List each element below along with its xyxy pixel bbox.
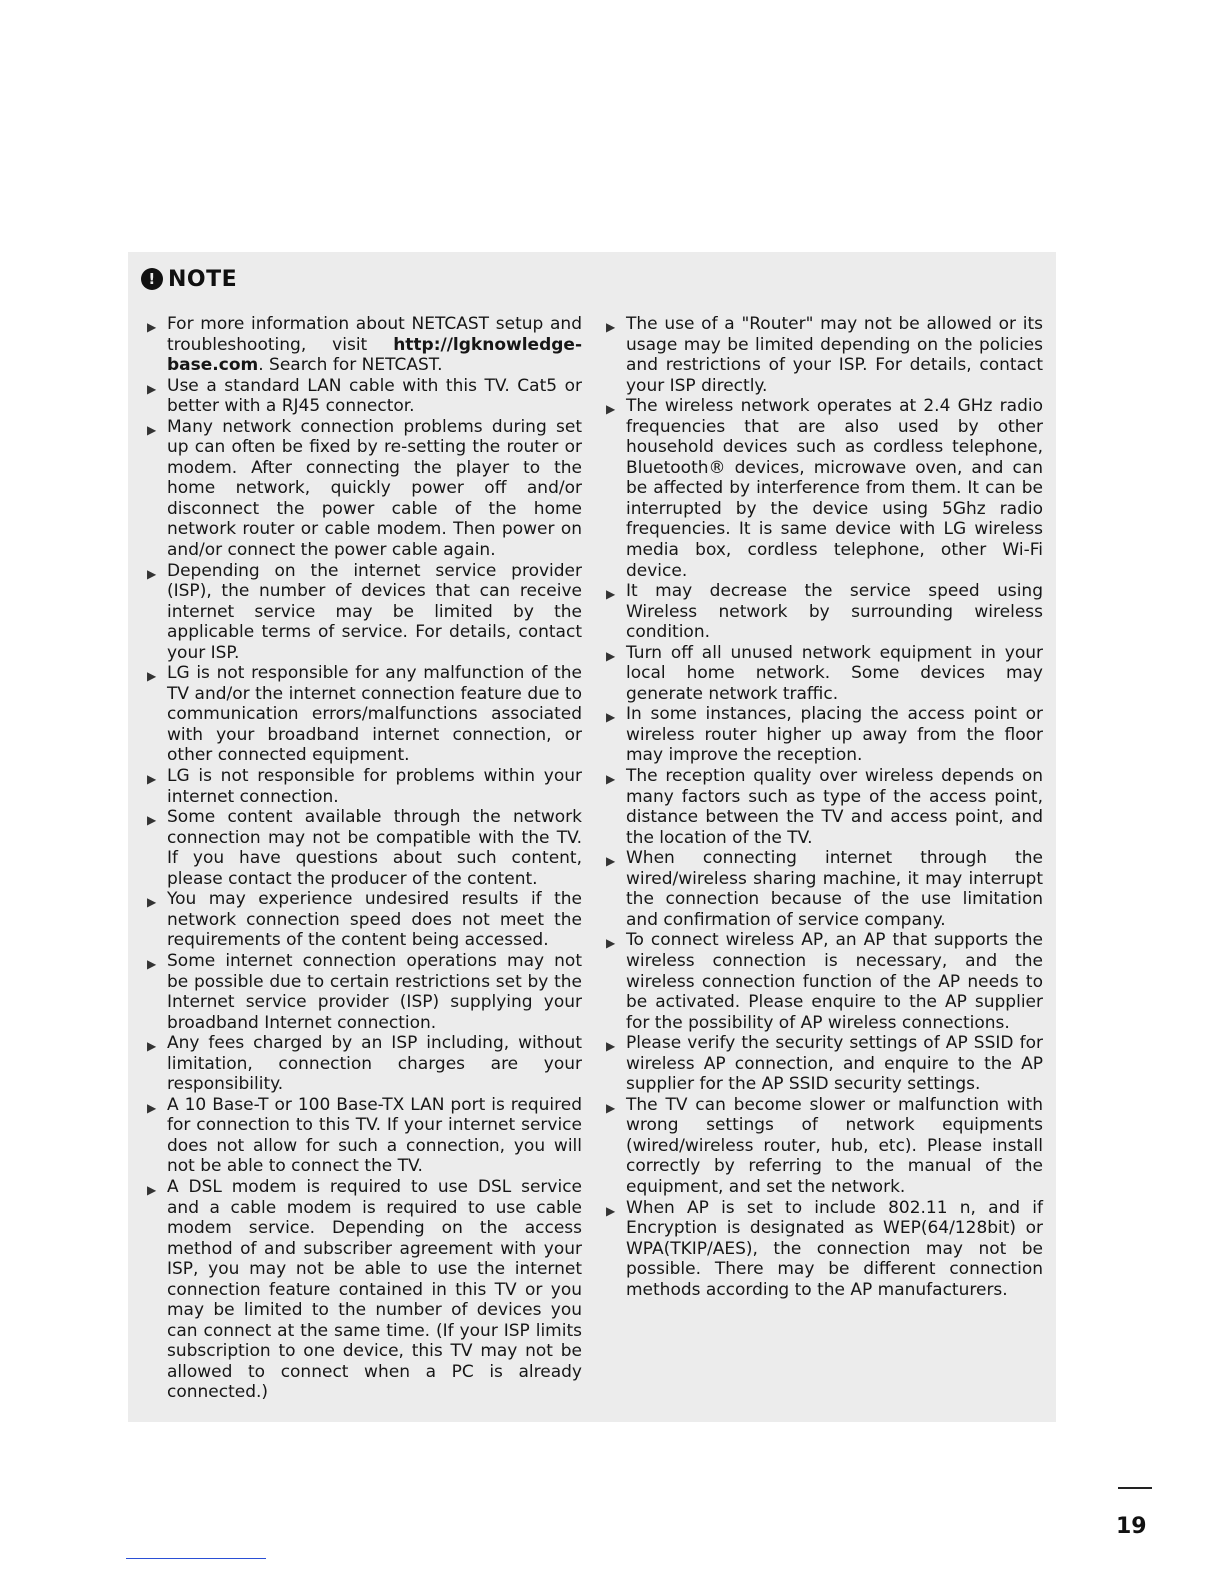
note-item: ▶ In some instances, placing the access point or wireless router higher up away from the floor may improve the reception. <box>605 704 1043 766</box>
note-item: ▶ LG is not responsible for any malfunction of the TV and/or the internet connection feature due to communication errors/malfunctions associated with your broadband internet connection, or other connected equipment. <box>146 663 582 766</box>
note-item: ▶ When AP is set to include 802.11 n, and if Encryption is designated as WEP(64/128bit) or WPA(TKIP/AES), the connection may not be possible. There may be different connection methods according to the AP manufacturers. <box>605 1198 1043 1301</box>
note-item: ▶ When connecting internet through the wired/wireless sharing machine, it may interrupt the connection because of the use limitation and confirmation of service company. <box>605 848 1043 930</box>
note-item: ▶ The use of a "Router" may not be allowed or its usage may be limited depending on the policies and restrictions of your ISP. For details, contact your ISP directly. <box>605 314 1043 396</box>
note-item: ▶ The wireless network operates at 2.4 GHz radio frequencies that are also used by other household devices such as cordless telephone, Bluetooth® devices, microwave oven, and can be affected by interference from them. It can be interrupted by the device using 5Ghz radio frequencies. It is same device with LG wireless media box, cordless telephone, other Wi-Fi device. <box>605 396 1043 581</box>
note-item: ▶ Turn off all unused network equipment in your local home network. Some devices may generate network traffic. <box>605 643 1043 705</box>
note-item: ▶ Depending on the internet service provider (ISP), the number of devices that can receive internet service may be limited by the applicable terms of service. For details, contact your ISP. <box>146 561 582 664</box>
note-title: NOTE <box>168 266 238 292</box>
note-item: ▶ Use a standard LAN cable with this TV. Cat5 or better with a RJ45 connector. <box>146 376 582 417</box>
note-item: ▶ It may decrease the service speed using Wireless network by surrounding wireless condition. <box>605 581 1043 643</box>
note-item: ▶ For more information about NETCAST setup and troubleshooting, visit http://lgknowledge-base.com. Search for NETCAST. <box>146 314 582 376</box>
note-item: ▶ To connect wireless AP, an AP that supports the wireless connection is necessary, and the wireless connection function of the AP needs to be activated. Please enquire to the AP supplier for the possibility of AP wireless connections. <box>605 930 1043 1033</box>
note-item: ▶ A 10 Base-T or 100 Base-TX LAN port is required for connection to this TV. If your internet service does not allow for such a connection, you will not be able to connect the TV. <box>146 1095 582 1177</box>
note-list-left <box>146 314 582 1403</box>
footer-rule <box>1118 1487 1152 1489</box>
note-item: ▶ The reception quality over wireless depends on many factors such as type of the access point, distance between the TV and access point, and the location of the TV. <box>605 766 1043 848</box>
note-list-right <box>605 314 1043 1300</box>
knowledge-base-url: http://lgknowledge-base.com <box>167 334 582 376</box>
page-number: 19 <box>1116 1514 1147 1539</box>
note-item: ▶ Many network connection problems during set up can often be fixed by re-setting the router or modem. After connecting the player to the home network, quickly power off and/or disconnect the power cable of the home network router or cable modem. Then power on and/or connect the power cable again. <box>146 417 582 561</box>
note-item: ▶ Some content available through the network connection may not be compatible with the TV. If you have questions about such content, please contact the producer of the content. <box>146 807 582 889</box>
note-item: ▶ Some internet connection operations may not be possible due to certain restrictions set by the Internet service provider (ISP) supplying your broadband Internet connection. <box>146 951 582 1033</box>
note-item: ▶ The TV can become slower or malfunction with wrong settings of network equipments (wired/wireless router, hub, etc). Please install correctly by referring to the manual of the equipment, and set the network. <box>605 1095 1043 1198</box>
note-item: ▶ Please verify the security settings of AP SSID for wireless AP connection, and enquire to the AP supplier for the AP SSID security settings. <box>605 1033 1043 1095</box>
note-item: ▶ You may experience undesired results if the network connection speed does not meet the requirements of the content being accessed. <box>146 889 582 951</box>
note-item: ▶ A DSL modem is required to use DSL service and a cable modem is required to use cable modem service. Depending on the access method of and subscriber agreement with your ISP, you may not be able to use the internet connection feature contained in this TV or you may be limited to the number of devices you can connect at the same time. (If your ISP limits subscription to one device, this TV may not be allowed to connect when a PC is already connected.) <box>146 1177 582 1403</box>
note-item: ▶ Any fees charged by an ISP including, without limitation, connection charges are your responsibility. <box>146 1033 582 1095</box>
bottom-link-rule <box>126 1558 266 1559</box>
note-item: ▶ LG is not responsible for problems within your internet connection. <box>146 766 582 807</box>
exclamation-circle-icon: ! <box>141 268 163 290</box>
note-heading <box>141 262 237 296</box>
